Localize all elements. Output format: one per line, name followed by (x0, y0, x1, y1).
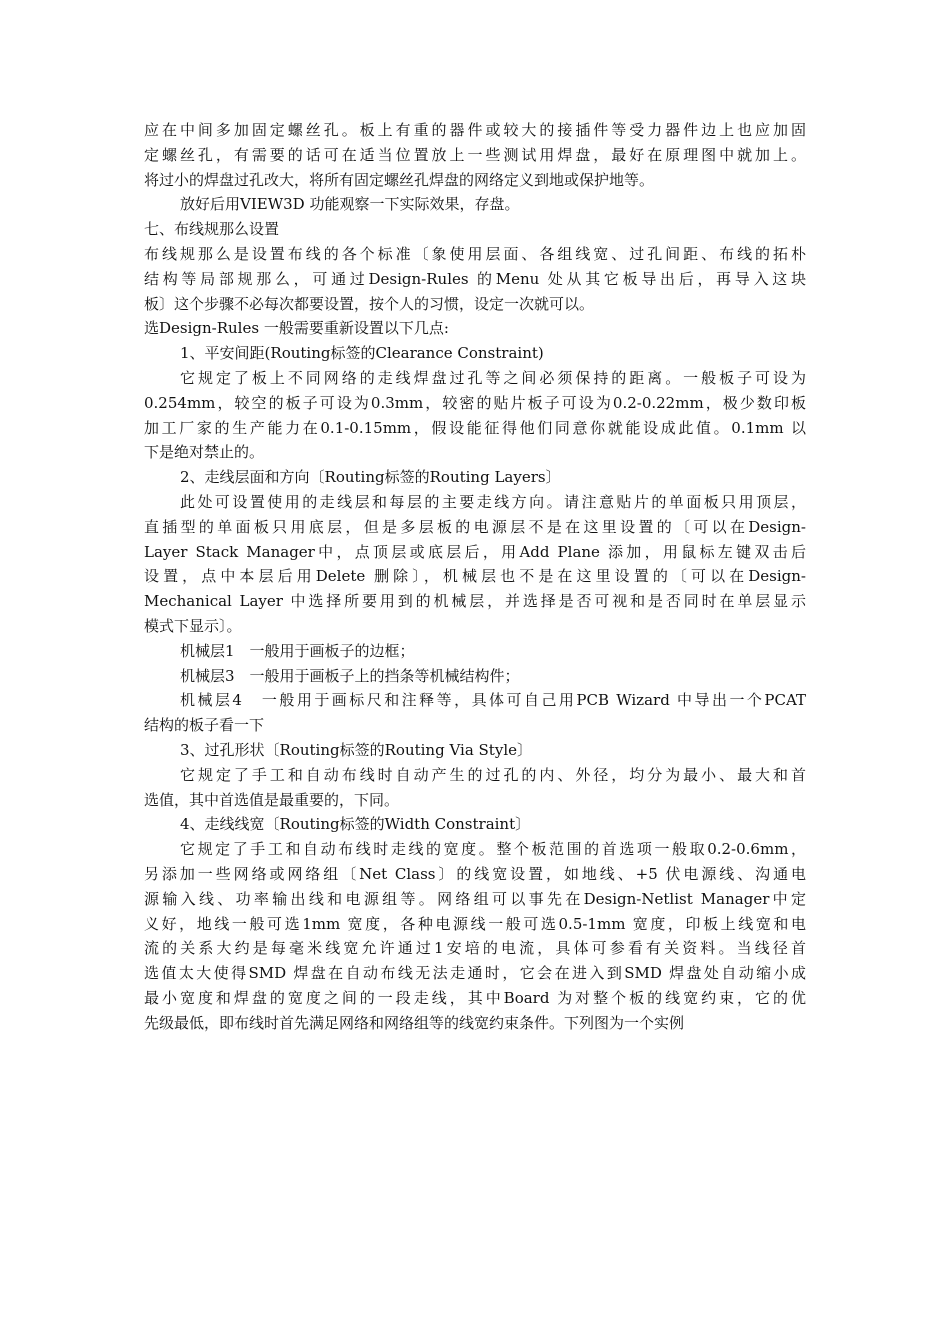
text-line: 板〕这个步骤不必每次都要设置，按个人的习惯，设定一次就可以。 (144, 294, 595, 313)
text-line: Mechanical Layer 中选择所要用到的机械层，并选择是否可视和是否同时在单层显示 (144, 592, 806, 611)
text-line: 加工厂家的生产能力在0.1-0.15mm，假设能征得他们同意你就能设成此值。0.1mm 以 (144, 418, 806, 437)
text-line: 定螺丝孔，有需要的话可在适当位置放上一些测试用焊盘，最好在原理图中就加上。 (144, 145, 806, 164)
text-line: 最小宽度和焊盘的宽度之间的一段走线，其中Board 为对整个板的线宽约束，它的优 (144, 988, 806, 1007)
text-line: 设置，点中本层后用Delete 删除〕，机械层也不是在这里设置的〔可以在Design- (144, 567, 806, 586)
text-line: 应在中间多加固定螺丝孔。板上有重的器件或较大的接插件等受力器件边上也应加固 (144, 121, 806, 139)
text-line: 义好，地线一般可选1mm 宽度，各种电源线一般可选0.5-1mm 宽度，印板上线宽和电 (144, 914, 806, 933)
text-line: 机械层3 一般用于画板子上的挡条等机械结构件； (180, 666, 520, 685)
text-line: 机械层1 一般用于画板子的边框； (180, 641, 415, 660)
text-line: 选值，其中首选值是最重要的，下同。 (144, 790, 400, 809)
text-line: 模式下显示〕。 (144, 616, 242, 635)
text-line: 此处可设置使用的走线层和每层的主要走线方向。请注意贴片的单面板只用顶层， (180, 492, 806, 511)
text-line: 结构的板子看一下 (144, 716, 265, 735)
text-line: 源输入线、功率输出线和电源组等。网络组可以事先在Design-Netlist Manager中定 (144, 889, 806, 908)
text-line: 3、过孔形状〔Routing标签的Routing Via Style〕 (180, 740, 532, 759)
text-line: 放好后用VIEW3D 功能观察一下实际效果，存盘。 (180, 195, 520, 214)
text-line: 0.254mm，较空的板子可设为0.3mm，较密的贴片板子可设为0.2-0.22mm，极少数印板 (144, 393, 806, 412)
text-line: 下是绝对禁止的。 (144, 443, 265, 462)
text-line: 机械层4 一般用于画标尺和注释等，具体可自己用PCB Wizard 中导出一个PCAT (180, 691, 806, 710)
text-line: 结构等局部规那么，可通过Design-Rules 的Menu 处从其它板导出后，再导入这块 (144, 269, 806, 288)
text-line: 4、走线线宽〔Routing标签的Width Constraint〕 (180, 815, 531, 834)
text-line: 流的关系大约是每毫米线宽允许通过1安培的电流，具体可参看有关资料。当线径首 (144, 939, 806, 958)
text-line: 将过小的焊盘过孔改大，将所有固定螺丝孔焊盘的网络定义到地或保护地等。 (144, 170, 655, 189)
text-line: Layer Stack Manager中，点顶层或底层后，用Add Plane 添加，用鼠标左键双击后 (144, 542, 806, 561)
text-line: 2、走线层面和方向〔Routing标签的Routing Layers〕 (180, 468, 561, 487)
text-line: 它规定了手工和自动布线时走线的宽度。整个板范围的首选项一般取0.2-0.6mm， (180, 840, 806, 859)
text-line: 先级最低，即布线时首先满足网络和网络组等的线宽约束条件。下列图为一个实例 (144, 1013, 685, 1032)
text-line: 选Design-Rules 一般需要重新设置以下几点: (144, 319, 449, 338)
text-line: 选值太大使得SMD 焊盘在自动布线无法走通时，它会在进入到SMD 焊盘处自动缩小成 (144, 964, 806, 983)
text-line: 另添加一些网络或网络组〔Net Class〕的线宽设置，如地线、+5 伏电源线、沟通电 (144, 864, 806, 883)
text-line: 它规定了手工和自动布线时自动产生的过孔的内、外径，均分为最小、最大和首 (180, 765, 806, 784)
text-line: 七、布线规那么设置 (144, 220, 280, 239)
text-line: 1、平安间距(Routing标签的Clearance Constraint) (180, 344, 544, 363)
text-line: 它规定了板上不同网络的走线焊盘过孔等之间必须保持的距离。一般板子可设为 (180, 368, 806, 387)
text-line: 布线规那么是设置布线的各个标准〔象使用层面、各组线宽、过孔间距、布线的拓朴 (144, 244, 806, 263)
text-line: 直插型的单面板只用底层，但是多层板的电源层不是在这里设置的〔可以在Design- (144, 517, 806, 536)
document-body (144, 118, 806, 1035)
